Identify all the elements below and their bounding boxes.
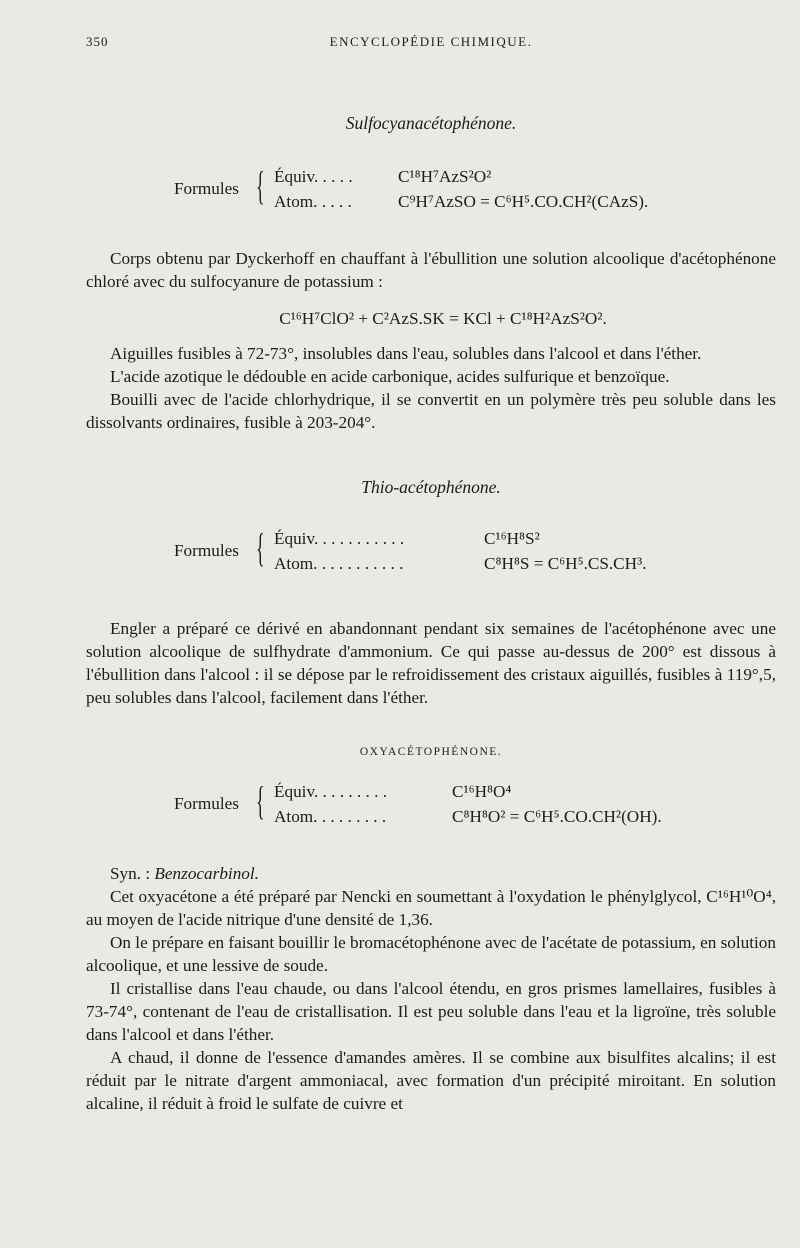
section-title-oxyacetophenone: OXYACÉTOPHÉNONE. xyxy=(359,746,503,758)
paragraph: L'acide azotique le dédouble en acide carbonique, acides sulfurique et benzoïque. xyxy=(110,367,670,386)
formulas-label: Formules xyxy=(174,794,239,813)
paragraph: On le prépare en faisant bouillir le bromacétophénone avec de l'acétate de potassium, en solution alcoolique, et une lessive de soude. xyxy=(86,933,776,975)
synonym-prefix: Syn. : xyxy=(110,864,155,883)
paragraph: Aiguilles fusibles à 72-73°, insolubles dans l'eau, solubles dans l'alcool et dans l'éther. xyxy=(110,344,702,363)
atom-label: Atom. . . . . xyxy=(274,192,352,211)
section-title-thio-acetophenone: Thio-acétophénone. xyxy=(361,477,501,497)
formula-block-1 xyxy=(86,165,776,217)
equiv-label: Équiv. . . . . . . . . . . xyxy=(274,529,405,548)
equiv-formula: C¹⁸H⁷AzS²O² xyxy=(398,167,492,186)
paragraph: Engler a préparé ce dérivé en abandonnant pendant six semaines de l'acétophénone avec une solution alcoolique de sulfhydrate d'ammonium. Ce qui passe au-dessus de 200° est dissous à l'ébullition dans l'alcool : il se dépose par le refroidissement des cristaux aiguillés, fusibles à 119°,5, peu solubles dans l'alcool, facilement dans l'éther. xyxy=(86,619,776,707)
brace-icon: { xyxy=(256,778,265,823)
formulas-label: Formules xyxy=(174,179,239,198)
synonym-name: Benzocarbinol. xyxy=(154,864,259,883)
paragraph: Il cristallise dans l'eau chaude, ou dans l'alcool étendu, en gros prismes lamellaires, fusibles à 73-74°, contenant de l'eau de cristallisation. Il est peu soluble dans l'eau et la ligroïne, très soluble dans l'alcool et dans l'éther. xyxy=(86,979,776,1044)
reaction-equation: C¹⁶H⁷ClO² + C²AzS.SK = KCl + C¹⁸H²AzS²O². xyxy=(279,309,607,328)
atom-formula: C⁹H⁷AzSO = C⁶H⁵.CO.CH²(CAzS). xyxy=(398,192,649,211)
atom-label: Atom. . . . . . . . . xyxy=(274,807,387,826)
equiv-formula: C¹⁶H⁸S² xyxy=(484,529,540,548)
formula-block-3 xyxy=(86,780,776,832)
atom-formula: C⁸H⁸O² = C⁶H⁵.CO.CH²(OH). xyxy=(452,807,662,826)
paragraph: Corps obtenu par Dyckerhoff en chauffant à l'ébullition une solution alcoolique d'acétophénone chloré avec du sulfocyanure de potassium : xyxy=(86,249,776,291)
page-number: 350 xyxy=(86,34,109,49)
paragraph: Cet oxyacétone a été préparé par Nencki en soumettant à l'oxydation le phénylglycol, C¹⁶H¹⁰O⁴, au moyen de l'acide nitrique d'une densité de 1,36. xyxy=(86,887,776,929)
atom-label: Atom. . . . . . . . . . . xyxy=(274,554,404,573)
brace-icon: { xyxy=(256,163,265,208)
page-content xyxy=(86,112,776,1115)
synonym-line xyxy=(86,862,776,885)
paragraph: A chaud, il donne de l'essence d'amandes amères. Il se combine aux bisulfites alcalins; il est réduit par le nitrate d'argent ammoniacal, avec formation d'un précipité miroitant. En solution alcaline, il réduit à froid le sulfate de cuivre et xyxy=(86,1048,776,1113)
section-title-sulfocyanacetophenone: Sulfocyanacétophénone. xyxy=(345,113,517,133)
paragraph: Bouilli avec de l'acide chlorhydrique, il se convertit en un polymère très peu soluble dans les dissolvants ordinaires, fusible à 203-204°. xyxy=(86,390,776,432)
running-title: ENCYCLOPÉDIE CHIMIQUE. xyxy=(329,34,533,49)
equiv-formula: C¹⁶H⁸O⁴ xyxy=(452,782,512,801)
formulas-label: Formules xyxy=(174,541,239,560)
atom-formula: C⁸H⁸S = C⁶H⁵.CS.CH³. xyxy=(484,554,647,573)
formula-block-2 xyxy=(86,527,776,579)
equiv-label: Équiv. . . . . xyxy=(274,167,353,186)
brace-icon: { xyxy=(256,525,265,570)
equiv-label: Équiv. . . . . . . . . xyxy=(274,782,387,801)
